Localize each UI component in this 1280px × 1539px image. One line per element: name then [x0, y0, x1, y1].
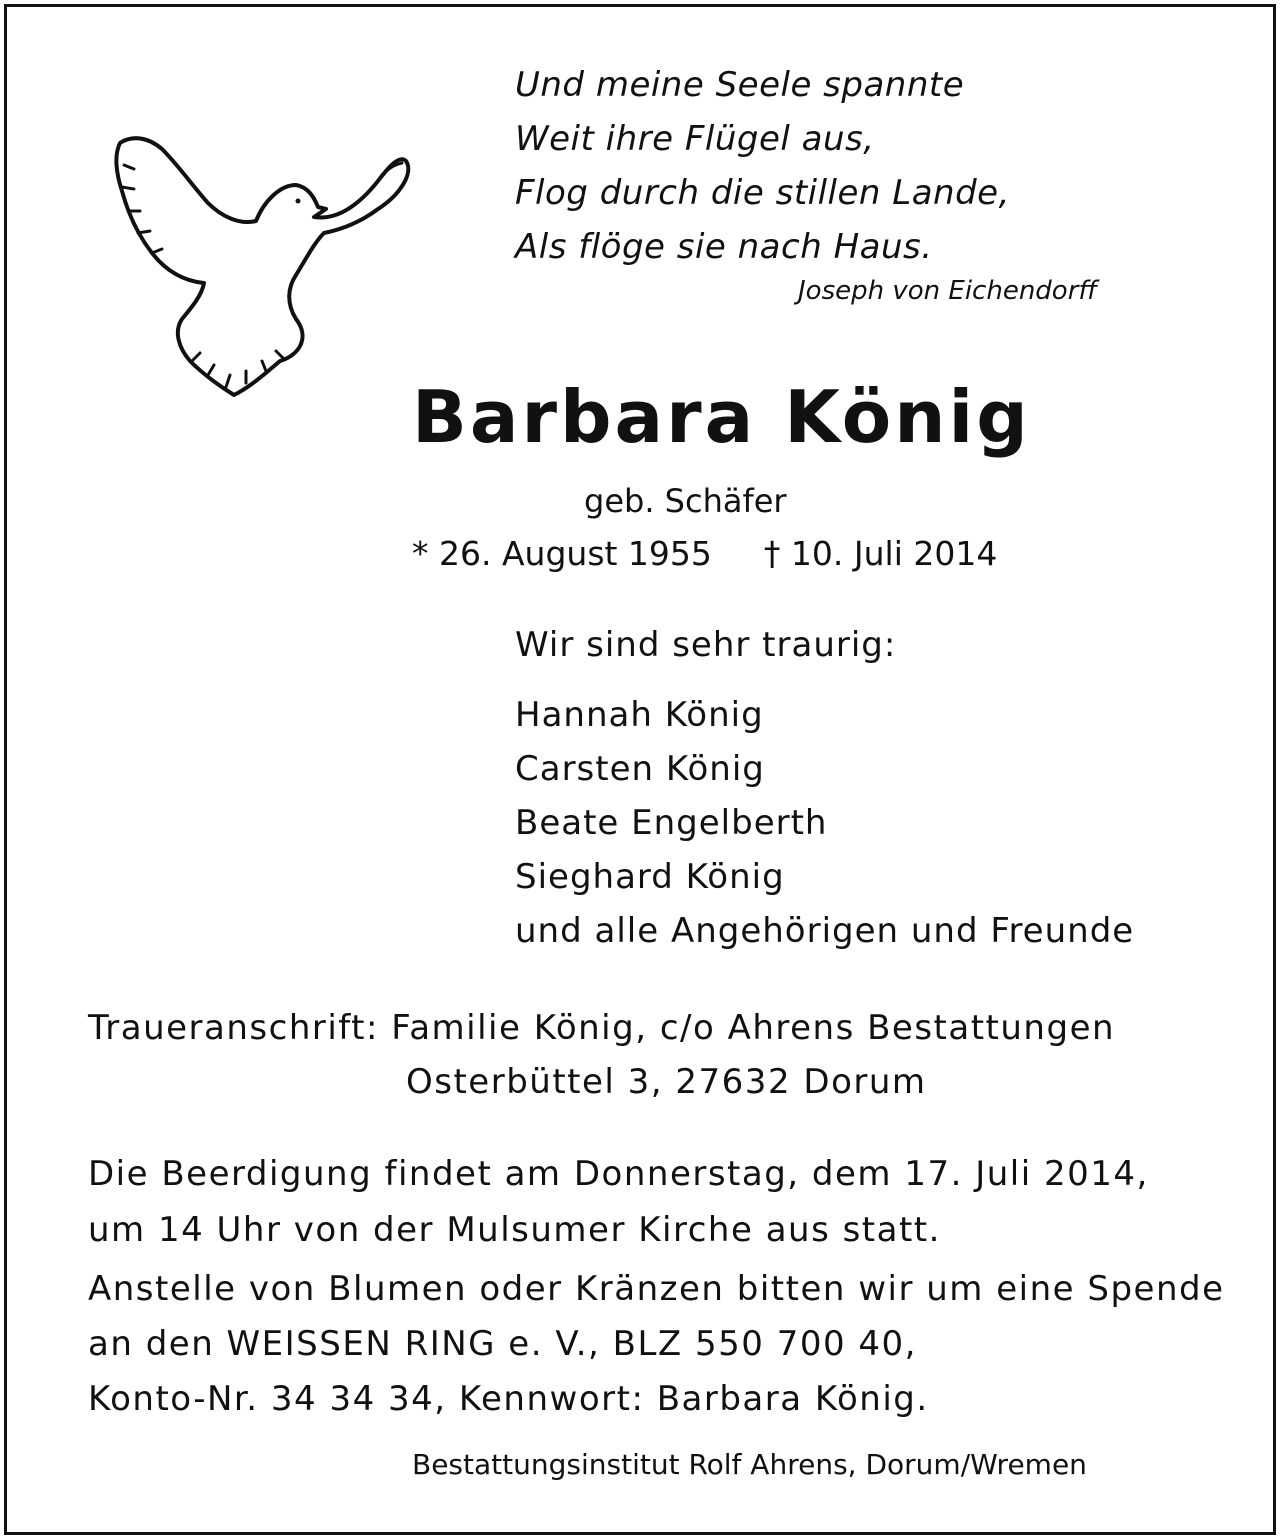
mourners-list	[515, 688, 1134, 958]
poem-line: Weit ihre Flügel aus,	[515, 119, 875, 159]
poem-line: Und meine Seele spannte	[515, 65, 965, 105]
poem-author: Joseph von Eichendorff	[798, 276, 1098, 306]
mourner-name: Carsten König	[515, 749, 765, 789]
undertaker: Bestattungsinstitut Rolf Ahrens, Dorum/Wremen	[412, 1448, 1087, 1481]
birth-date: * 26. August 1955	[412, 534, 712, 573]
mourning-address-line-2: Osterbüttel 3, 27632 Dorum	[406, 1062, 927, 1102]
mourner-name: Sieghard König	[515, 857, 785, 897]
donation-line: Anstelle von Blumen oder Kränzen bitten wir um eine Spende	[88, 1269, 1225, 1309]
mourner-name: und alle Angehörigen und Freunde	[515, 911, 1135, 951]
poem	[515, 58, 1010, 274]
mourner-name: Hannah König	[515, 695, 764, 735]
poem-line: Flog durch die stillen Lande,	[515, 173, 1010, 213]
death-date: † 10. Juli 2014	[763, 534, 998, 573]
donation-line: Konto-Nr. 34 34 34, Kennwort: Barbara König.	[88, 1379, 929, 1419]
deceased-name: Barbara König	[412, 375, 1031, 459]
funeral-line: um 14 Uhr von der Mulsumer Kirche aus statt.	[88, 1210, 941, 1250]
funeral-info	[88, 1146, 1149, 1258]
donation-info	[88, 1262, 1225, 1427]
mourners-heading: Wir sind sehr traurig:	[515, 625, 897, 665]
mourning-address-line-1: Traueranschrift: Familie König, c/o Ahrens Bestattungen	[88, 1008, 1116, 1048]
dove-icon	[100, 125, 420, 405]
funeral-line: Die Beerdigung findet am Donnerstag, dem 17. Juli 2014,	[88, 1154, 1149, 1194]
mourner-name: Beate Engelberth	[515, 803, 828, 843]
life-dates	[412, 534, 997, 573]
poem-line: Als flöge sie nach Haus.	[515, 227, 933, 267]
maiden-name: geb. Schäfer	[584, 482, 787, 520]
donation-line: an den WEISSEN RING e. V., BLZ 550 700 40,	[88, 1324, 917, 1364]
